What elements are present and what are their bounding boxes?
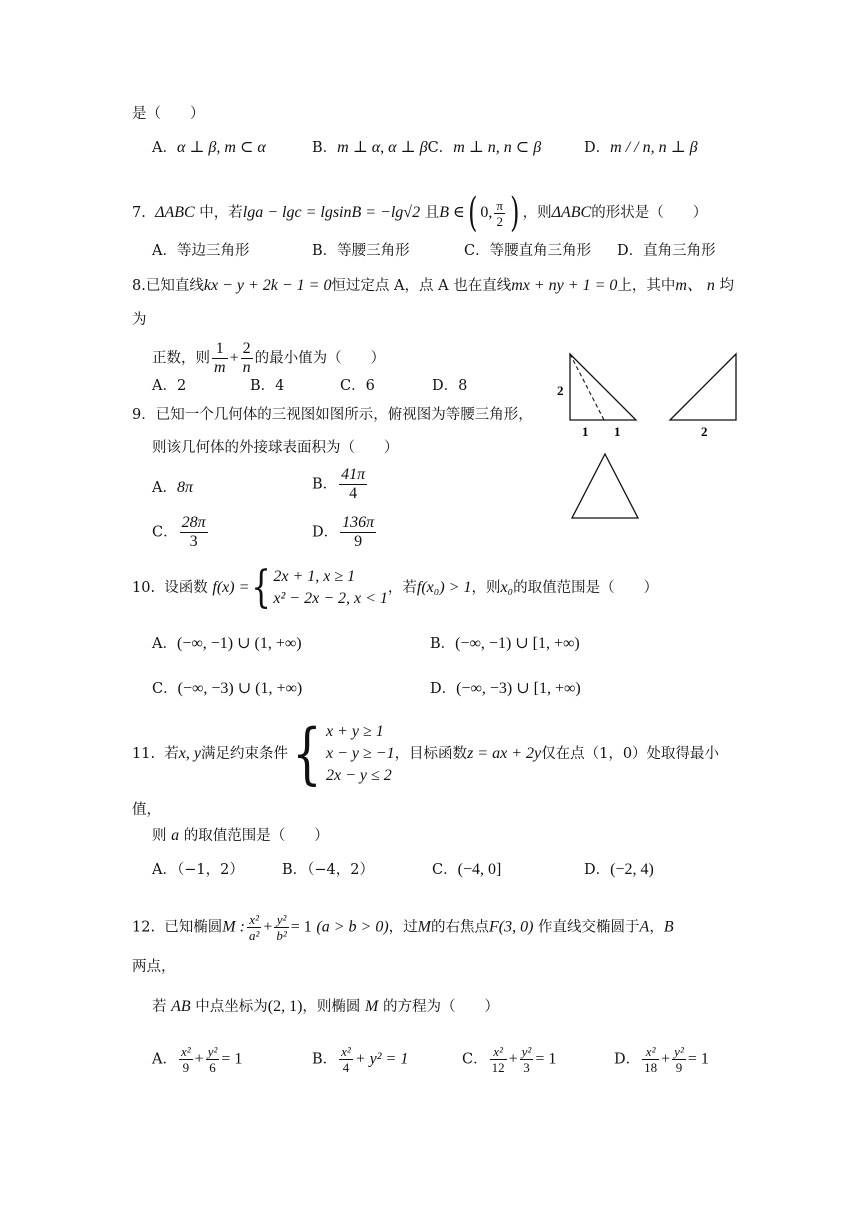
q11-stem-cont2: 则 a 的取值范围是（ ） [152,827,329,844]
q8-stem-cont: 为 [132,312,147,328]
q8-stem-cont2: 正数，则 $\frac{1}{m}$ + $\frac{2}{n}$ 的最小值为（ ） [152,340,386,376]
q7-stem: 7. ΔABC 中，若lga − lgc = lgsinB = −lg√2 且B ∈( 0, $\frac{\pi}{2}$ ) ，则ΔABC的形状是（ ） [132,190,708,236]
three-view-figure [550,348,750,524]
q11-stem: 11. 若x, y满足约束条件{ x + y ≥ 1 x − y ≥ −1 2x − y ≤ 2 ，目标函数z = ax + 2y仅在点（1，0）处取得最小 [132,715,720,792]
q9-stem-cont: 则该几何体的外接球表面积为（ ） [152,440,399,456]
q12-option-c: C． $\frac{\text{x²}}{12}$ + $\frac{\text{y²}}{3}$ = 1 [462,1044,557,1075]
q9-stem: 9．已知一个几何体的三视图如图所示，俯视图为等腰三角形， [132,407,533,423]
front-base-label-2: 1 [614,424,621,439]
q9-option-b: B． $\frac{41\pi}{4}$ [312,466,366,502]
q10-option-b: B．(−∞, −1) ∪ [1, +∞) [430,635,580,652]
q6-tail: 是（ ） [132,106,205,122]
q7-option-c: C．等腰直角三角形 [464,243,592,259]
q10-stem: 10. 设函数 f(x) ={ 2x + 1, x ≥ 1 x² − 2x − 2, x < 1 ，若f(x₀) > 1，则x₀的取值范围是（ ） [132,562,659,613]
side-view [670,354,736,439]
q8-stem: 8.已知直线kx − y + 2k − 1 = 0恒过定点 A，点 A 也在直线mx + ny + 1 = 0上，其中m、 n 均 [132,277,735,294]
q8-option-c: C．6 [340,378,375,394]
q6-option-d: D．m / / n, n ⊥ β [584,139,698,156]
q8-option-b: B．4 [250,378,285,394]
q11-stem-cont: 值， [132,802,161,818]
q11-option-c: C．(−4, 0] [432,861,502,878]
front-height-label: 2 [557,383,564,398]
q7-option-a: A．等边三角形 [152,243,250,259]
q7-option-b: B．等腰三角形 [312,243,410,259]
q11-option-d: D．(−2, 4) [584,861,654,878]
q10-option-c: C．(−∞, −3) ∪ (1, +∞) [152,680,303,697]
q10-option-d: D．(−∞, −3) ∪ [1, +∞) [430,680,581,697]
q6-option-b: B．m ⊥ α, α ⊥ βC．m ⊥ n, n ⊂ β [312,139,542,156]
q12-stem-cont2: 若 AB 中点坐标为(2, 1)，则椭圆 M 的方程为（ ） [152,998,499,1015]
q6-option-a: A．α ⊥ β, m ⊂ α [152,139,266,156]
front-view [557,354,636,439]
q12-stem: 12. 已知椭圆M : $\frac{\text{x²}}{\text{a²}}$ + $\frac{\text{y²}}{\text{b²}}$ = 1 (a > b > 0)，过M的右焦点F(3, 0) 作直线交椭圆于A，B [132,912,674,943]
q9-option-c: C． $\frac{28\pi}{3}$ [152,514,206,550]
front-base-label-1: 1 [582,424,589,439]
q8-option-a: A．2 [152,378,187,394]
q7-option-d: D．直角三角形 [617,243,716,259]
q10-option-a: A．(−∞, −1) ∪ (1, +∞) [152,635,302,652]
top-view [572,454,638,518]
q12-option-b: B． $\frac{\text{x²}}{4}$ + y² = 1 [312,1044,409,1075]
q12-option-a: A． $\frac{\text{x²}}{9}$ + $\frac{\text{y²}}{6}$ = 1 [152,1044,243,1075]
side-base-label: 2 [701,424,708,439]
q8-option-d: D．8 [432,378,468,394]
q12-stem-cont: 两点， [132,959,176,975]
q11-option-b: B．（−4，2） [282,862,375,878]
q9-option-a: A．8π [152,479,193,496]
q9-option-d: D． $\frac{136\pi}{9}$ [312,514,375,550]
q11-option-a: A．（−1，2） [152,862,244,878]
q12-option-d: D． $\frac{\text{x²}}{18}$ + $\frac{\text{y²}}{9}$ = 1 [614,1044,709,1075]
